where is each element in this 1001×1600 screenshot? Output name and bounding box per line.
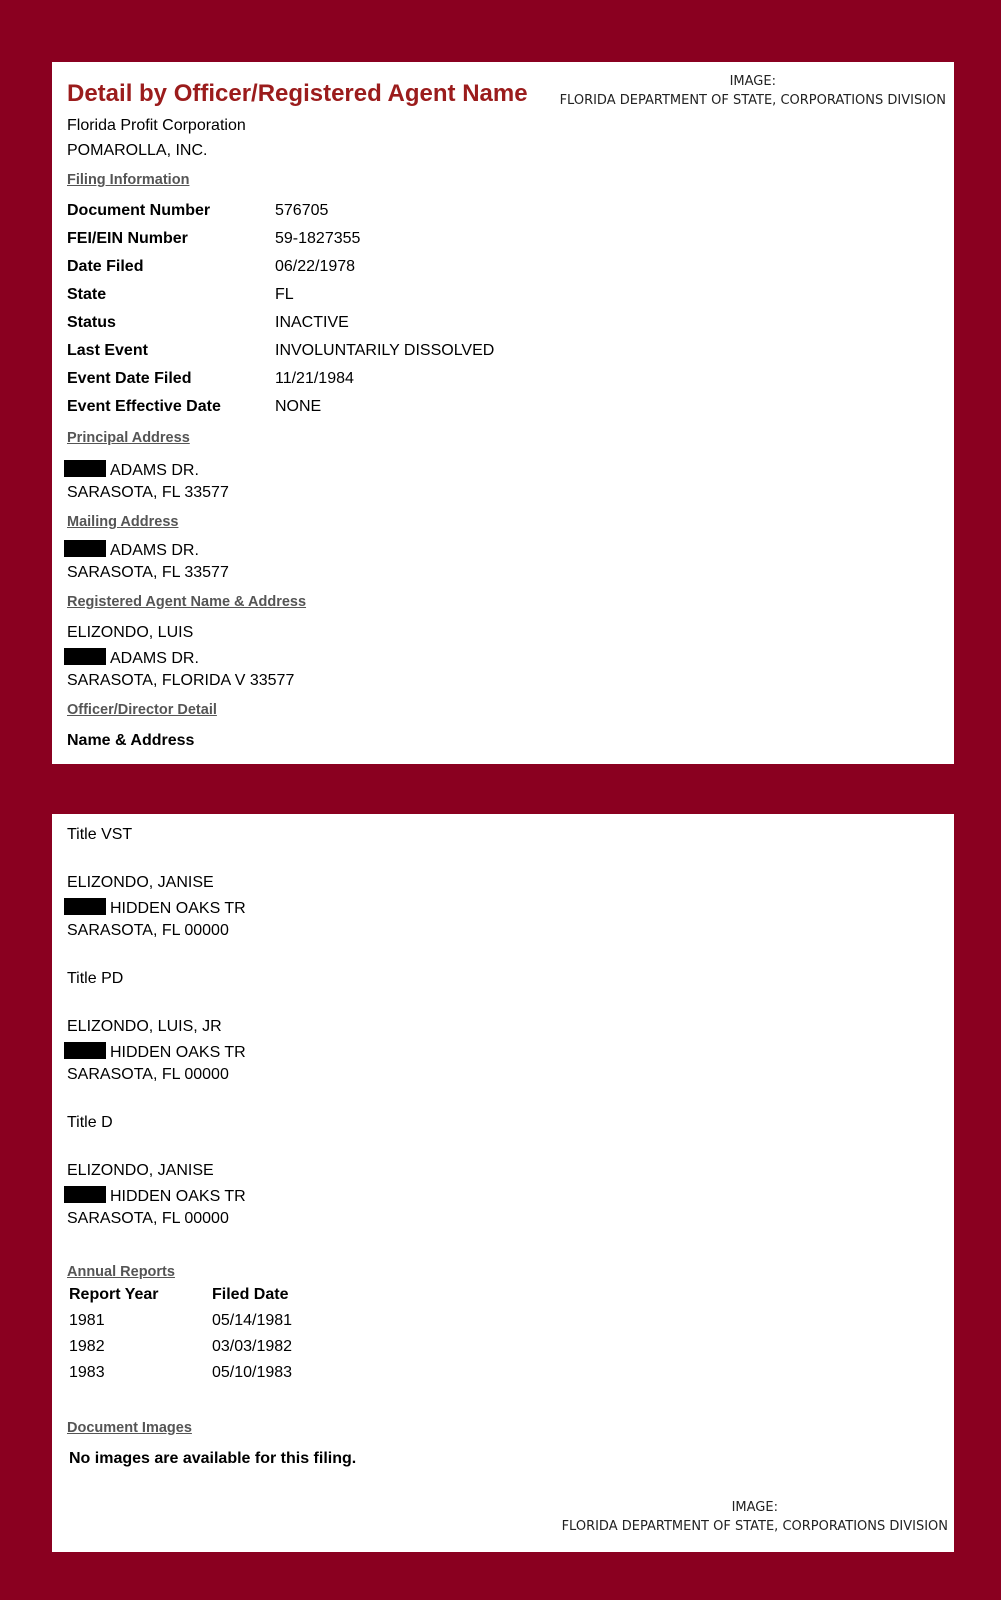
filing-value: 06/22/1978: [275, 258, 356, 275]
image-credit-top: [560, 72, 946, 110]
credit-line-1: IMAGE:: [729, 74, 776, 89]
filing-value: 11/21/1984: [275, 370, 354, 387]
mailing-street-line: [67, 540, 199, 560]
officer-city: SARASOTA, FL 00000: [67, 1210, 229, 1227]
filing-value: 59-1827355: [275, 230, 361, 247]
officer-title: Title PD: [67, 970, 124, 987]
officer-city: SARASOTA, FL 00000: [67, 1066, 229, 1083]
no-images-message: No images are available for this filing.: [69, 1450, 357, 1467]
redaction-bar: [64, 540, 106, 557]
filing-value: FL: [275, 286, 294, 303]
redaction-bar: [64, 648, 106, 665]
filing-label: Date Filed: [67, 258, 144, 275]
agent-street-line: [67, 648, 199, 668]
annual-reports-heading[interactable]: Annual Reports: [67, 1264, 175, 1280]
filed-date: 03/03/1982: [212, 1338, 293, 1355]
redaction-bar: [64, 1186, 106, 1203]
mailing-street: ADAMS DR.: [110, 542, 199, 559]
principal-address-heading[interactable]: Principal Address: [67, 430, 190, 446]
filing-label: Event Effective Date: [67, 398, 221, 415]
agent-city: SARASOTA, FLORIDA V 33577: [67, 672, 295, 689]
mailing-city: SARASOTA, FL 33577: [67, 564, 229, 581]
officer-street: HIDDEN OAKS TR: [110, 900, 246, 917]
document-images-heading[interactable]: Document Images: [67, 1420, 192, 1436]
principal-street-line: [67, 460, 199, 480]
redaction-bar: [64, 1042, 106, 1059]
filing-information-heading[interactable]: Filing Information: [67, 172, 190, 188]
filing-value: INVOLUNTARILY DISSOLVED: [275, 342, 495, 359]
top-panel: [52, 62, 954, 764]
filing-label: FEI/EIN Number: [67, 230, 188, 247]
agent-street: ADAMS DR.: [110, 650, 199, 667]
agent-name: ELIZONDO, LUIS: [67, 624, 194, 641]
credit-line-1: IMAGE:: [731, 1500, 778, 1515]
officer-street: HIDDEN OAKS TR: [110, 1188, 246, 1205]
filing-label: Status: [67, 314, 116, 331]
filing-label: Last Event: [67, 342, 148, 359]
corp-type: Florida Profit Corporation: [67, 117, 246, 134]
report-year: 1982: [69, 1338, 105, 1355]
principal-street: ADAMS DR.: [110, 462, 199, 479]
officer-name: ELIZONDO, LUIS, JR: [67, 1018, 222, 1035]
report-year: 1983: [69, 1364, 105, 1381]
filing-label: Event Date Filed: [67, 370, 192, 387]
filing-value: 576705: [275, 202, 329, 219]
filing-label: State: [67, 286, 107, 303]
credit-line-2: FLORIDA DEPARTMENT OF STATE, CORPORATIONS DIVISION: [559, 93, 946, 108]
officer-name: ELIZONDO, JANISE: [67, 1162, 214, 1179]
filing-value: INACTIVE: [275, 314, 349, 331]
officer-name: ELIZONDO, JANISE: [67, 874, 214, 891]
redaction-bar: [64, 460, 106, 477]
officer-city: SARASOTA, FL 00000: [67, 922, 229, 939]
filing-label: Document Number: [67, 202, 211, 219]
officer-detail-heading[interactable]: Officer/Director Detail: [67, 702, 217, 718]
page-title: Detail by Officer/Registered Agent Name: [67, 80, 528, 107]
filed-date: 05/14/1981: [212, 1312, 293, 1329]
officer-title: Title D: [67, 1114, 113, 1131]
officer-title: Title VST: [67, 826, 133, 843]
officer-street-line: [67, 898, 246, 918]
name-address-subheading: Name & Address: [67, 732, 195, 749]
officer-street-line: [67, 1042, 246, 1062]
officer-street: HIDDEN OAKS TR: [110, 1044, 246, 1061]
registered-agent-heading[interactable]: Registered Agent Name & Address: [67, 594, 307, 610]
corp-name: POMAROLLA, INC.: [67, 142, 208, 159]
credit-line-2: FLORIDA DEPARTMENT OF STATE, CORPORATIONS DIVISION: [561, 1519, 948, 1534]
redaction-bar: [64, 898, 106, 915]
bottom-panel: [52, 814, 954, 1552]
filing-value: NONE: [275, 398, 322, 415]
mailing-address-heading[interactable]: Mailing Address: [67, 514, 179, 530]
image-credit-bottom: [562, 1498, 948, 1536]
report-year: 1981: [69, 1312, 105, 1329]
officer-street-line: [67, 1186, 246, 1206]
filed-date: 05/10/1983: [212, 1364, 293, 1381]
col-filed-date: Filed Date: [212, 1286, 289, 1303]
col-report-year: Report Year: [69, 1286, 159, 1303]
principal-city: SARASOTA, FL 33577: [67, 484, 229, 501]
